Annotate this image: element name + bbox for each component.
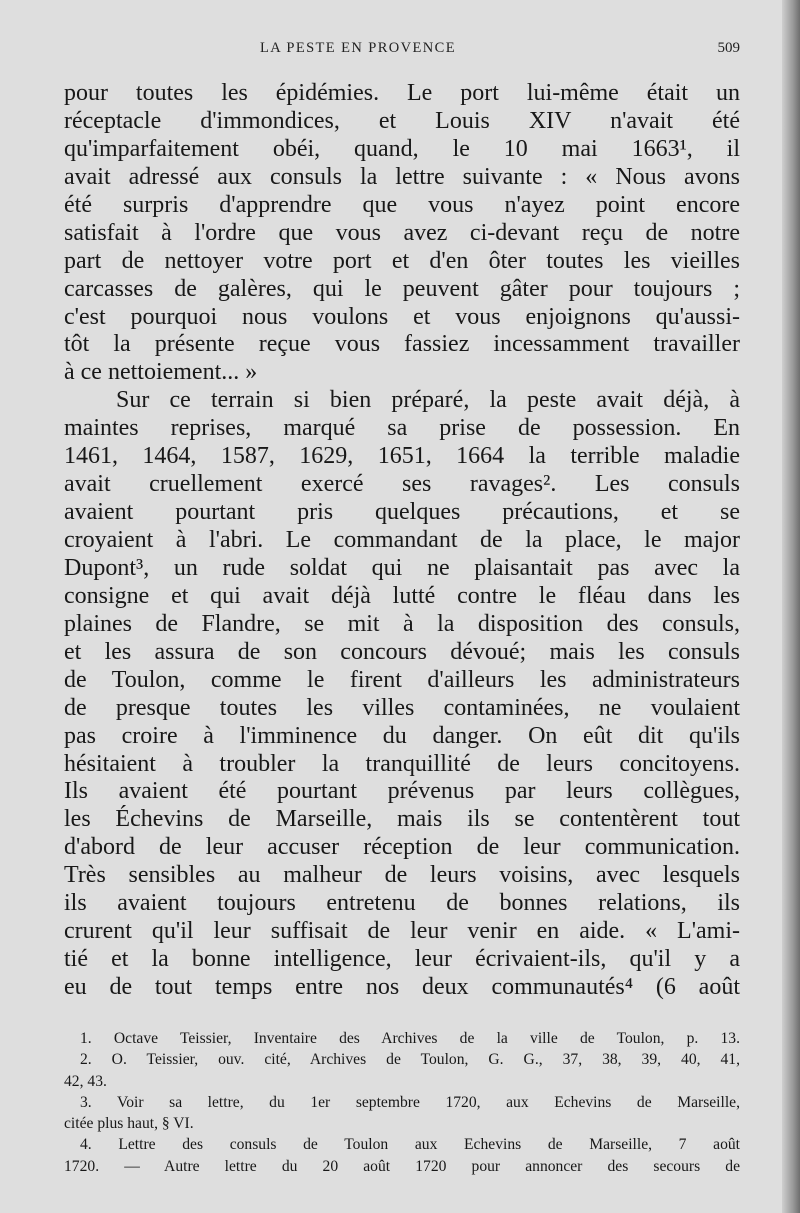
page-header <box>64 38 740 60</box>
text-line: Sur ce terrain si bien préparé, la peste avait déjà, à <box>116 387 740 414</box>
footnote-line: 4. Lettre des consuls de Toulon aux Echevins de Marseille, 7 août <box>80 1136 740 1154</box>
text-line: et les assura de son concours dévoué; mais les consuls <box>64 638 740 665</box>
text-line: Dupont³, un rude soldat qui ne plaisantait pas avec la <box>64 554 740 581</box>
text-line: plaines de Flandre, se mit à la disposition des consuls, <box>64 610 740 637</box>
text-line: croyaient à l'abri. Le commandant de la place, le major <box>64 527 740 553</box>
text-line: consigne et qui avait déjà lutté contre le fléau dans les <box>64 582 740 609</box>
footnote-line: citée plus haut, § VI. <box>64 1115 194 1133</box>
text-line: de Toulon, comme le firent d'ailleurs les administrateurs <box>64 666 740 693</box>
text-line: Très sensibles au malheur de leurs voisins, avec lesquels <box>64 862 740 889</box>
text-line: crurent qu'il leur suffisait de leur venir en aide. « L'ami- <box>64 918 740 945</box>
text-line: tôt la présente reçue vous fassiez incessamment travailler <box>64 331 740 358</box>
footnote-line: 1. Octave Teissier, Inventaire des Archives de la ville de Toulon, p. 13. <box>80 1030 740 1047</box>
text-line: maintes reprises, marqué sa prise de possession. En <box>64 415 740 442</box>
text-line: pas croire à l'imminence du danger. On eût dit qu'ils <box>64 722 740 749</box>
text-line: eu de tout temps entre nos deux communautés⁴ (6 août <box>64 974 740 1000</box>
text-line: c'est pourquoi nous voulons et vous enjoignons qu'aussi- <box>64 303 740 330</box>
text-line: part de nettoyer votre port et d'en ôter toutes les vieilles <box>64 247 740 274</box>
text-line: avait cruellement exercé ses ravages². Les consuls <box>64 471 740 498</box>
text-line: Ils avaient été pourtant prévenus par leurs collègues, <box>64 778 740 805</box>
text-line: avait adressé aux consuls la lettre suivante : « Nous avons <box>64 163 740 190</box>
text-line: hésitaient à troubler la tranquillité de leurs concitoyens. <box>64 750 740 777</box>
text-line: tié et la bonne intelligence, leur écrivaient-ils, qu'il y a <box>64 946 740 973</box>
text-line: d'abord de leur accuser réception de leur communication. <box>64 834 740 861</box>
text-line: ils avaient toujours entretenu de bonnes relations, ils <box>64 890 740 917</box>
footnote-line: 3. Voir sa lettre, du 1er septembre 1720, aux Echevins de Marseille, <box>80 1093 740 1111</box>
text-line: carcasses de galères, qui le peuvent gâter pour toujours ; <box>64 275 740 302</box>
body-text <box>64 80 740 1002</box>
text-line: de presque toutes les villes contaminées, ne voulaient <box>64 694 740 721</box>
text-line: 1461, 1464, 1587, 1629, 1651, 1664 la terrible maladie <box>64 443 740 470</box>
text-line: à ce nettoiement... » <box>64 359 258 386</box>
footnote-line: 2. O. Teissier, ouv. cité, Archives de Toulon, G. G., 37, 38, 39, 40, 41, <box>80 1051 740 1069</box>
footnote-line: 42, 43. <box>64 1072 107 1090</box>
text-line: pour toutes les épidémies. Le port lui-même était un <box>64 80 740 106</box>
page-edge-shadow <box>782 0 800 1213</box>
text-line: satisfait à l'ordre que vous avez ci-devant reçu de notre <box>64 219 740 246</box>
footnotes <box>64 1028 740 1177</box>
footnote-line: 1720. — Autre lettre du 20 août 1720 pour annoncer des secours de <box>64 1157 740 1175</box>
running-title: LA PESTE EN PROVENCE <box>260 40 456 56</box>
text-line: qu'imparfaitement obéi, quand, le 10 mai 1663¹, il <box>64 135 740 162</box>
text-line: été surpris d'apprendre que vous n'ayez point encore <box>64 191 740 218</box>
text-line: les Échevins de Marseille, mais ils se contentèrent tout <box>64 806 740 833</box>
text-line: réceptacle d'immondices, et Louis XIV n'avait été <box>64 107 740 134</box>
page-number: 509 <box>717 40 740 56</box>
text-line: avaient pourtant pris quelques précautions, et se <box>64 499 740 526</box>
